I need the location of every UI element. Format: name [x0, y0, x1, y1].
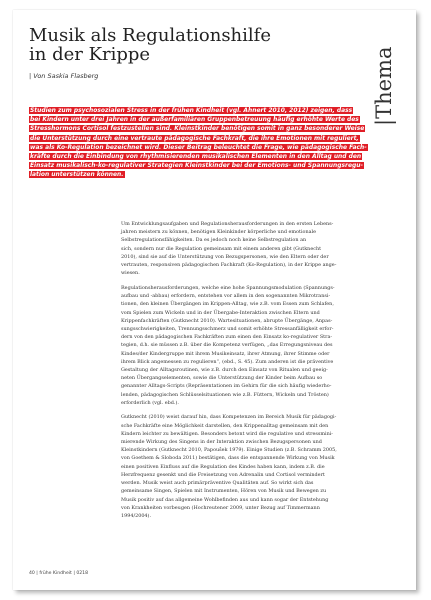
body-line: Kindern leichter zu bewältigen. Besonders betont wird die regulative und stressmini- [121, 430, 333, 437]
lead-line: bei Kindern unter drei Jahren in der außerfamiliären Gruppenbetreuung häufig erhöhte Werte des [30, 116, 359, 124]
body-line: genannter Alltags-Scripts (Repräsentationen im Gehirn für die sich häufig wiederho- [121, 383, 332, 390]
body-line: mierende Wirkung des Singens in der Interaktion zwischen Bezugspersonen und [121, 439, 322, 446]
body-text [121, 220, 393, 527]
page-footer: 40 | frühe Kindheit | 0218 [29, 571, 89, 576]
body-line: tegien, d.h. sie müssen z.B. über die Kompetenz verfügen, „das Erregungsniveau des [121, 342, 333, 349]
lead-line: was als Ko-Regulation bezeichnet wird. Dieser Beitrag beleuchtet die Frage, wie pädagogische Fach- [30, 143, 367, 151]
lead-line: lation unterstützen können. [30, 171, 124, 179]
section-label-text: |Thema [372, 46, 396, 126]
body-line: 1994/2004). [121, 512, 152, 519]
body-line: gemeinsame Singen, Spielen mit Instrumenten, Hören von Musik und Bewegen zu [121, 488, 327, 495]
body-line: vertrauten, responsiven pädagogischen Fachkraft (Ko-Regulation), in der Krippe ange- [121, 262, 337, 269]
body-line: wiesen. [121, 270, 140, 277]
body-line: sche Fachkräfte eine Möglichkeit darstellen, den Krippenalltag gemeinsam mit den [121, 422, 329, 429]
author-byline: | Von Saskia Flasberg [29, 72, 99, 80]
lead-line: Einsatz musikalisch-ko-regulativer Strategien Kleinstkinder bei der Emotions- und Spannungsregu- [30, 162, 363, 170]
body-paragraph [121, 413, 393, 520]
lead-paragraph [29, 106, 411, 180]
body-line: Musik positiv auf das allgemeine Wohlbefinden aus und kann sogar der Entstehung [121, 496, 329, 503]
body-line: sungsschwierigkeiten, Trennungsschmerz und somit erhöhte Stressanfälligkeit erfor- [121, 325, 334, 332]
body-line: einen positiven Einfluss auf die Regulation des Kindes haben kann, indem z.B. die [121, 463, 325, 470]
body-line: von Krankheiten vorbeugen (Hochreutener 2009, unter Bezug auf Timmermann [121, 504, 320, 511]
body-line: Selbstregulationsfähigkeiten. Da es jedoch noch keine Selbstregulation an [121, 237, 307, 244]
body-line: lenden, pädagogischen Schlüsselsituationen wie z.B. Füttern, Wickeln und Trösten) [121, 391, 329, 398]
body-line: erforderlich (vgl. ebd.). [121, 399, 179, 406]
body-paragraph [121, 220, 393, 277]
body-line: neten Übergangselementen, sowie die Unterstützung der Kinder beim Aufbau so [121, 375, 323, 382]
body-line: 2010), sind sie auf die Unterstützung von Bezugspersonen, wie den Eltern oder der [121, 253, 329, 260]
body-paragraph [121, 284, 393, 407]
title-line: Musik als Regulationshilfe [29, 25, 271, 46]
title-line: in der Krippe [29, 44, 151, 65]
article-title [29, 26, 349, 64]
body-line: jahren meistern zu können, benötigen Kleinkinder körperliche und emotionale [121, 229, 316, 236]
body-line: Um Entwicklungsaufgaben und Regulationsherausforderungen in den ersten Lebens- [121, 221, 334, 227]
lead-line: Studien zum psychosozialen Stress in der frühen Kindheit (vgl. Ahnert 2010, 2012) zeigen, dass [30, 107, 353, 114]
body-line: von Goethem & Sloboda 2011) bestätigen, dass die entspannende Wirkung von Musik [121, 455, 335, 462]
body-line: dern von den pädagogischen Fachkräften zum einen den Einsatz ko-regulativer Stra- [121, 334, 333, 341]
body-line: ihrem Blick angemessen zu regulieren“, (ebd., S. 45). Zum anderen ist die präventive [121, 358, 334, 365]
body-line: werden. Musik weist auch primärpräventive Qualitäten auf. So wirkt sich das [121, 480, 314, 487]
lead-line: kräfte durch die Einbindung von rhythmisierenden musikalischen Elementen in den Alltag und den [30, 153, 362, 161]
body-line: Gutknecht (2010) weist darauf hin, dass Kompetenzen im Bereich Musik für pädagogi- [121, 414, 337, 421]
body-line: tionen, den kleinen Übergängen im Krippen-Alltag, wie z.B. vom Essen zum Schlafen, [121, 301, 334, 308]
body-line: Krippenfachkräften (Gutknecht 2010). Wartesituationen, abrupte Übergänge, Anpas- [121, 317, 333, 324]
body-line: Herzfrequenz gesenkt und die Freisetzung von Adrenalin und Cortisol vermindert [121, 471, 325, 478]
body-line: vom Spielen zum Wickeln und in der Übergabe-Interaktion zwischen Eltern und [121, 309, 320, 316]
body-line: Kindes/der Kindergruppe mit ihrem Musikeinsatz, ihrer Atmung, ihrer Stimme oder [121, 350, 330, 357]
body-line: Regulationsherausforderungen, welche eine hohe Spannungsmodulation (Spannungs- [121, 284, 335, 291]
lead-line: Stresshormons Cortisol festzustellen sind. Kleinstkinder benötigen somit in ganz besonderer Weise [30, 125, 365, 133]
lead-line: die Unterstützung durch eine vertraute pädagogische Fachkraft, die ihre Emotionen mit reguliert, [30, 134, 359, 142]
body-line: Kleinstkindern (Gutknecht 2010, Papoušek 1979). Einige Studien (z.B. Schramm 2005, [121, 447, 337, 454]
body-line: Gestaltung der Alltagsroutinen, wie z.B. durch den Einsatz von Ritualen und geeig- [121, 366, 328, 373]
magazine-page [13, 10, 416, 590]
body-line: sich, sondern nur die Regulation gemeinsam mit einem anderen gibt (Gutknecht [121, 245, 322, 252]
body-line: aufbau und -abbau) erfordern, entstehen vor allem in den sogenannten Mikrotransi- [121, 293, 331, 300]
